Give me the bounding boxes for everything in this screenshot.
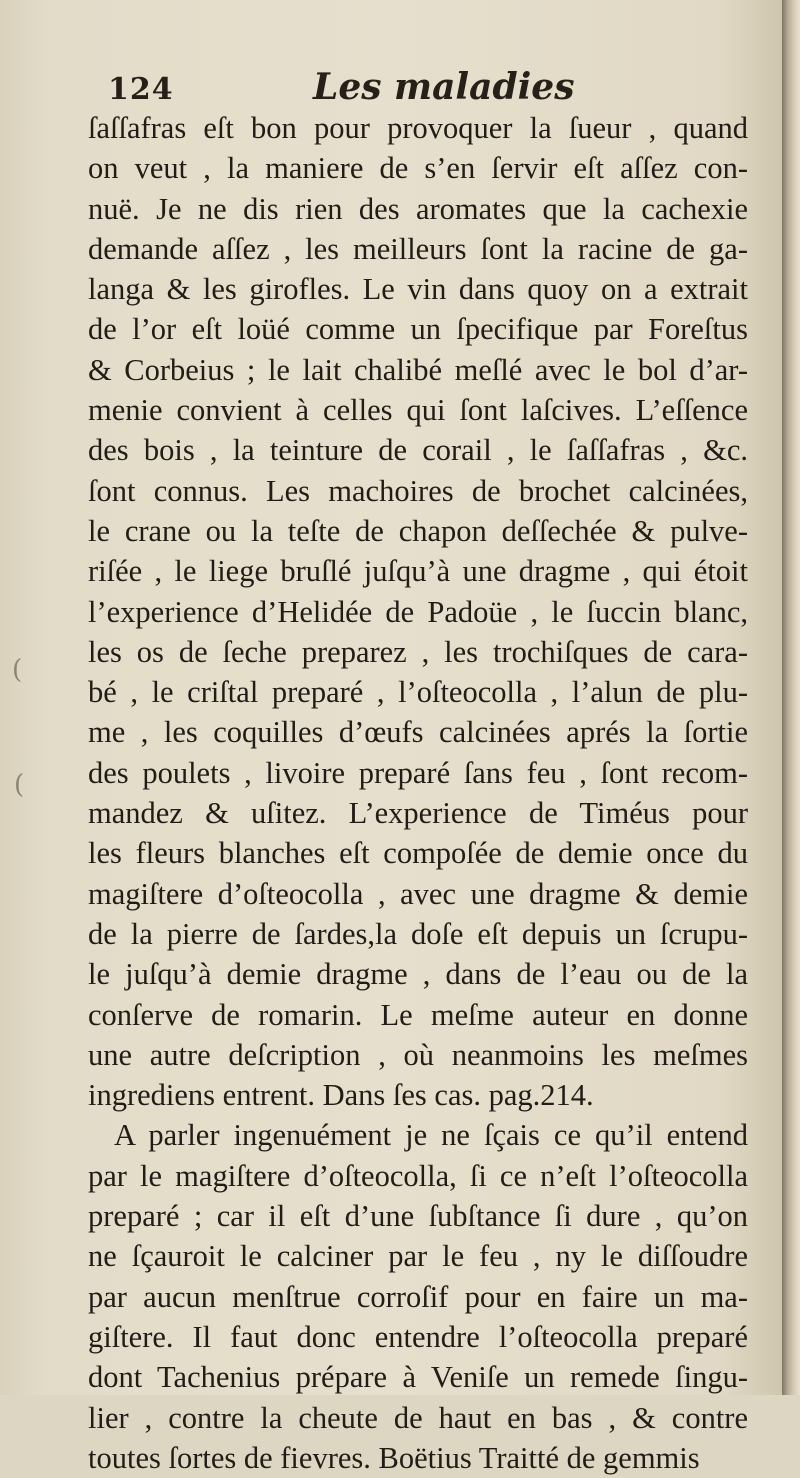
text-line: demande aſſez , les meilleurs ſont la racine de ga- (88, 231, 748, 266)
text-line: langa & les girofles. Le vin dans quoy on a extrait (88, 272, 748, 307)
text-line: ſaſſafras eſt bon pour provoquer la ſueur , quand (88, 111, 748, 145)
text-line: les os de ſeche preparez , les trochiſques de cara- (88, 634, 748, 669)
running-title: Les maladies (313, 66, 575, 108)
text-line: le juſqu’à demie dragme , dans de l’eau ou de la (88, 957, 748, 992)
margin-bracket-mark: ( (12, 655, 23, 685)
running-head (108, 66, 748, 112)
text-line: A parler ingenuément je ne ſçais ce qu’il entend (114, 1118, 748, 1153)
text-line: par aucun menſtrue corroſif pour en faire un ma- (88, 1279, 748, 1314)
text-line: & Corbeius ; le lait chalibé meſlé avec le bol d’ar- (88, 352, 748, 387)
text-line: le crane ou la teſte de chapon deſſechée & pulve- (88, 513, 748, 548)
text-line: magiſtere d’oſteocolla , avec une dragme & demie (88, 876, 748, 911)
text-line: nuë. Je ne dis rien des aromates que la cachexie (88, 191, 748, 226)
text-line: par le magiſtere d’oſteocolla, ſi ce n’eſt l’oſteocolla (88, 1158, 748, 1193)
text-line: preparé ; car il eſt d’une ſubſtance ſi dure , qu’on (88, 1199, 748, 1234)
margin-bracket-mark: ( (14, 770, 25, 800)
text-line: une autre deſcription , où neanmoins les meſmes (88, 1037, 748, 1072)
text-line: de l’or eſt loüé comme un ſpecifique par Foreſtus (88, 312, 748, 347)
text-line: giſtere. Il faut donc entendre l’oſteocolla preparé (88, 1319, 748, 1354)
text-line: conſerve de romarin. Le meſme auteur en donne (88, 997, 748, 1032)
text-line: dont Tachenius prépare à Veniſe un remede ſingu- (88, 1360, 748, 1395)
text-line: me , les coquilles d’œufs calcinées aprés la ſortie (88, 715, 748, 750)
text-line: toutes ſortes de fievres. Boëtius Traitté de gemmis (88, 1440, 700, 1475)
text-line: des bois , la teinture de corail , le ſaſſafras , &c. (88, 433, 748, 468)
text-line: de la pierre de ſardes,la doſe eſt depuis un ſcrupu- (88, 916, 748, 951)
text-line: ſont connus. Les machoires de brochet calcinées, (88, 473, 748, 508)
text-line: lier , contre la cheute de haut en bas , & contre (88, 1400, 748, 1435)
paragraph (88, 1115, 748, 1478)
text-line: riſée , le liege bruſlé juſqu’à une dragme , qui étoit (88, 554, 748, 589)
body-text (88, 108, 748, 1478)
text-line: menie convient à celles qui ſont laſcives. L’eſſence (88, 393, 748, 428)
text-line: ingrediens entrent. Dans ſes cas. pag.214. (88, 1078, 594, 1113)
text-line: des poulets , livoire preparé ſans feu , ſont recom- (88, 755, 748, 790)
text-line: l’experience d’Helidée de Padoüe , le ſuccin blanc, (88, 594, 748, 629)
text-line: bé , le criſtal preparé , l’oſteocolla , l’alun de plu- (88, 675, 748, 710)
page-number: 124 (108, 72, 174, 107)
paragraph (88, 108, 748, 1115)
text-line: on veut , la maniere de s’en ſervir eſt aſſez con- (88, 151, 748, 186)
page-edge (782, 0, 800, 1395)
text-line: ne ſçauroit le calciner par le feu , ny le diſſoudre (88, 1239, 748, 1274)
text-line: mandez & uſitez. L’experience de Timéus pour (88, 796, 748, 831)
text-line: les fleurs blanches eſt compoſée de demie once du (88, 836, 748, 871)
